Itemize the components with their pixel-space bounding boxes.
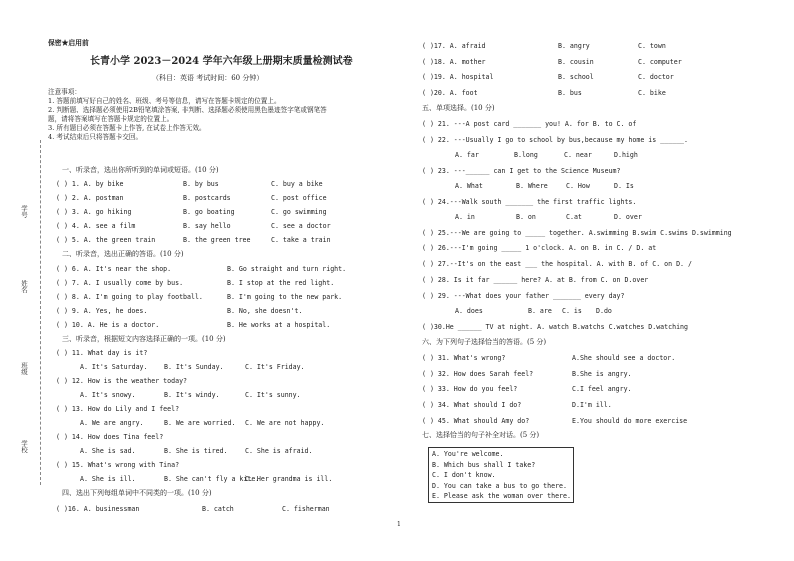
question-row: ( )19. A. hospital [422, 73, 494, 81]
section-6-heading: 六、为下列句子选择恰当的答语。(5 分) [422, 338, 547, 346]
question-row: ( )17. A. afraid [422, 42, 486, 50]
option-d: D. Is [614, 182, 634, 190]
section-2-heading: 二、听录音，选出正确的答语。(10 分) [62, 250, 184, 258]
question-row: ( ) 7. A. I usually come by bus. [56, 279, 184, 287]
note-line: 题，请将答案填写在答题卡规定的位置上。 [48, 115, 174, 123]
option-b: B. postcards [183, 194, 231, 202]
question-row: ( ) 31. What's wrong? [422, 354, 506, 362]
option-c: C. doctor [638, 73, 674, 81]
option-b: B. go boating [183, 208, 235, 216]
note-line: 4. 考试结束后只将答题卡交回。 [48, 133, 143, 141]
question-row: ( ) 10. A. He is a doctor. [56, 321, 160, 329]
option-b: B. I'm going to the new park. [227, 293, 343, 301]
section-7-heading: 七、选择恰当的句子补全对话。(5 分) [422, 431, 540, 439]
question-row: ( ) 6. A. It's near the shop. [56, 265, 172, 273]
dialogue-option: D. You can take a bus to go there. [432, 481, 567, 490]
dialogue-option: C. I don't know. [432, 471, 496, 479]
option-b: B. She can't fly a kite. [164, 475, 260, 483]
question-stem: ( ) 26.---I'm going _____ 1 o'clock. A. on B. in C. / D. at [422, 244, 657, 252]
question-row: ( ) 9. A. Yes, he does. [56, 307, 148, 315]
option-b: B. I stop at the red light. [227, 279, 335, 287]
question-row: ( ) 1. A. by bike [56, 180, 124, 188]
question-stem: ( ) 27.--It's on the east ___ the hospital. A. with B. of C. on D. / [422, 260, 692, 268]
option-b: B. No, she doesn't. [227, 307, 303, 315]
question-stem: ( )30.He ______ TV at night. A. watch B.watchs C.watches D.watching [422, 323, 688, 331]
option-c: C. near [564, 151, 592, 159]
question-row: ( )16. A. businessman [56, 505, 140, 513]
page-number: 1 [397, 521, 401, 528]
option-c: C. post office [271, 194, 327, 202]
question-stem: ( ) 21. ---A post card _______ you! A. for B. to C. of [422, 120, 637, 128]
option-b: B. school [558, 73, 594, 81]
question-row: ( ) 45. What should Amy do? [422, 417, 530, 425]
option-c: C. It's Friday. [245, 363, 305, 371]
option-a: A. She is ill. [80, 475, 136, 483]
question-row: ( )20. A. foot [422, 89, 478, 97]
section-4-heading: 四、选出下列每组单词中不同类的一项。(10 分) [62, 489, 212, 497]
option-b: B. It's Sunday. [164, 363, 224, 371]
page-subtitle: （科目：英语 考试时间：60 分钟） [152, 74, 264, 82]
option-a: A. What [455, 182, 483, 190]
dialogue-option: E. Please ask the woman over there. [432, 492, 571, 500]
option-b: B. angry [558, 42, 590, 50]
side-label-banji: 班级 [20, 362, 28, 375]
option-c: C. see a doctor [271, 222, 331, 230]
answer-option: D.I'm ill. [572, 401, 612, 409]
option-c: C. It's sunny. [245, 391, 301, 399]
question-row: ( )18. A. mother [422, 58, 486, 66]
option-b: B. He works at a hospital. [227, 321, 331, 329]
option-b: B. It's windy. [164, 391, 220, 399]
option-c: C.at [566, 213, 582, 221]
option-b: B. the green tree [183, 236, 251, 244]
question-row: ( ) 32. How does Sarah feel? [422, 370, 534, 378]
option-c: C. Her grandma is ill. [245, 475, 333, 483]
option-b: B. We are worried. [164, 419, 236, 427]
option-c: C. go swimming [271, 208, 327, 216]
answer-option: A.She should see a doctor. [572, 354, 676, 362]
section-5-heading: 五、单项选择。(10 分) [422, 104, 495, 112]
question-stem: ( ) 11. What day is it? [56, 349, 148, 357]
dialogue-options-box [428, 447, 574, 503]
question-stem: ( ) 22. ---Usually I go to school by bus,because my home is ______. [422, 136, 688, 144]
question-stem: ( ) 13. How do Lily and I feel? [56, 405, 180, 413]
option-b: B. bus [558, 89, 582, 97]
question-row: ( ) 5. A. the green train [56, 236, 156, 244]
answer-option: B.She is angry. [572, 370, 632, 378]
section-1-heading: 一、听录音，选出你所听到的单词或短语。(10 分) [62, 166, 219, 174]
question-stem: ( ) 29. ---What does your father _______ every day? [422, 292, 625, 300]
option-b: B. are [528, 307, 552, 315]
question-row: ( ) 33. How do you feel? [422, 385, 518, 393]
dialogue-option: B. Which bus shall I take? [432, 460, 536, 469]
note-line: 3. 所有题目必须在答题卡上作答, 在试卷上作答无效。 [48, 124, 206, 132]
option-c: C. fisherman [282, 505, 330, 513]
side-label-xingming: 姓名 [20, 280, 28, 293]
page-title: 长青小学 2023－2024 学年六年级上册期末质量检测试卷 [90, 56, 353, 67]
question-stem: ( ) 25.---We are going to _____ together. A.swimming B.swim C.swims D.swimming [422, 229, 732, 237]
option-c: C. How [566, 182, 590, 190]
option-a: A. does [455, 307, 483, 315]
notes-heading: 注意事项： [48, 88, 81, 96]
question-row: ( ) 4. A. see a film [56, 222, 136, 230]
question-row: ( ) 34. What should I do? [422, 401, 522, 409]
binding-line [40, 140, 41, 485]
option-b: B. cousin [558, 58, 594, 66]
note-line: 1. 答题前填写好自己的姓名、班级、考号等信息，请写在答题卡规定的位置上。 [48, 97, 281, 105]
question-row: ( ) 3. A. go hiking [56, 208, 132, 216]
option-d: D.do [596, 307, 612, 315]
option-a: A. It's Saturday. [80, 363, 148, 371]
option-c: C. is [562, 307, 582, 315]
option-a: A. in [455, 213, 475, 221]
secret-label: 保密★启用前 [48, 39, 89, 47]
question-stem: ( ) 24.---Walk south _______ the first traffic lights. [422, 198, 637, 206]
option-c: C. We are not happy. [245, 419, 325, 427]
note-line: 2. 判断题、选择题必须使用2B铅笔填涂答案, 非判断、选择题必须使用黑色墨迹签字笔或钢笔答 [48, 106, 327, 114]
option-b: B.long [514, 151, 538, 159]
option-a: A. She is sad. [80, 447, 136, 455]
question-stem: ( ) 23. ---______ can I get to the Science Museum? [422, 167, 621, 175]
option-a: A. far [455, 151, 479, 159]
option-b: B. by bus [183, 180, 219, 188]
option-b: B. on [516, 213, 536, 221]
question-stem: ( ) 28. Is it far ______ here? A. at B. from C. on D.over [422, 276, 649, 284]
question-row: ( ) 8. A. I'm going to play football. [56, 293, 203, 301]
option-a: A. We are angry. [80, 419, 144, 427]
question-stem: ( ) 14. How does Tina feel? [56, 433, 164, 441]
option-b: B. She is tired. [164, 447, 228, 455]
option-c: C. take a train [271, 236, 331, 244]
side-label-xuexiao: 学校 [20, 440, 28, 453]
option-b: B. Where [516, 182, 548, 190]
side-label-xuehao: 学号 [20, 205, 28, 218]
option-a: A. It's snowy. [80, 391, 136, 399]
section-3-heading: 三、听录音，根据短文内容选择正确的一项。(10 分) [62, 335, 226, 343]
question-stem: ( ) 15. What's wrong with Tina? [56, 461, 180, 469]
answer-option: C.I feel angry. [572, 385, 632, 393]
option-b: B. Go straight and turn right. [227, 265, 347, 273]
option-b: B. say hello [183, 222, 231, 230]
dialogue-option: A. You're welcome. [432, 450, 504, 458]
answer-option: E.You should do more exercise [572, 417, 688, 425]
option-c: C. bike [638, 89, 666, 97]
option-c: C. town [638, 42, 666, 50]
option-d: D. over [614, 213, 642, 221]
option-c: C. buy a bike [271, 180, 323, 188]
option-d: D.high [614, 151, 638, 159]
question-stem: ( ) 12. How is the weather today? [56, 377, 188, 385]
option-c: C. computer [638, 58, 682, 66]
option-c: C. She is afraid. [245, 447, 313, 455]
question-row: ( ) 2. A. postman [56, 194, 124, 202]
option-b: B. catch [202, 505, 234, 513]
